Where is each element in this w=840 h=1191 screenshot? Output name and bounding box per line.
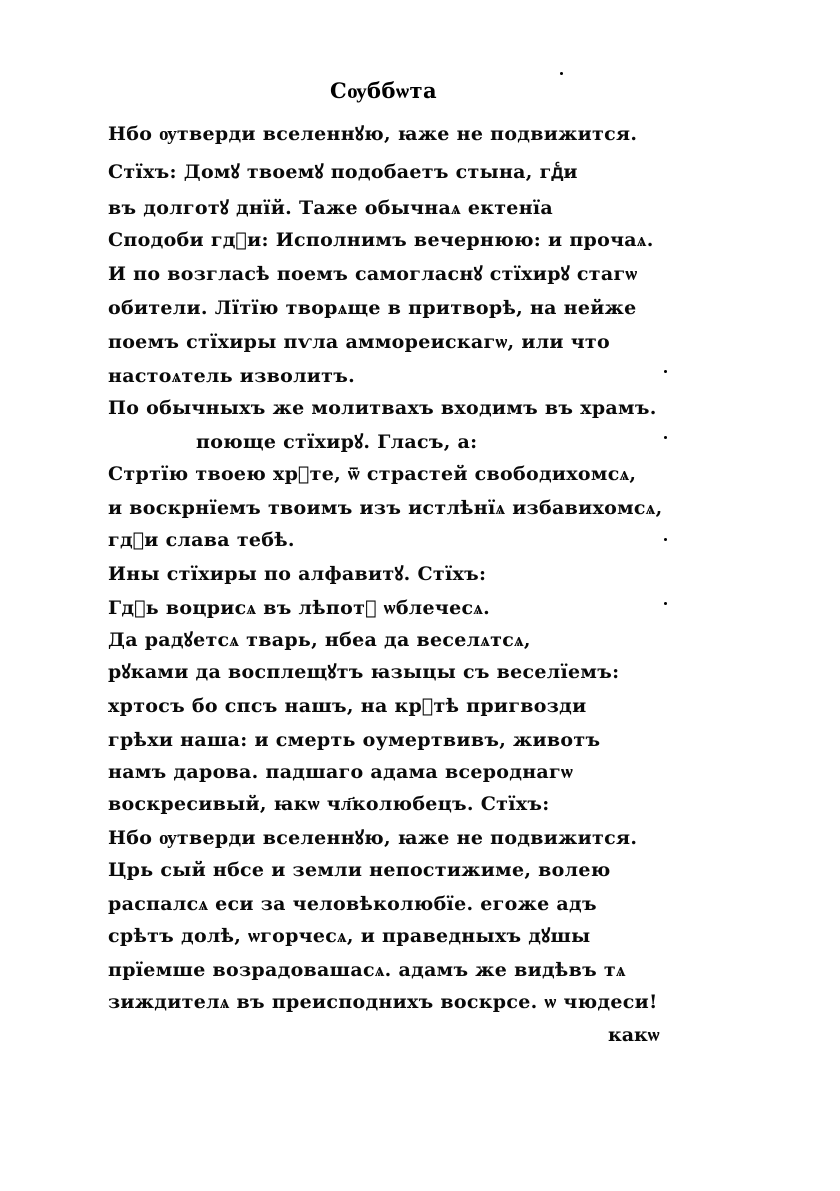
text-line: хртосъ бо спсъ нашъ, на крⷭтѣ пригвозди: [108, 695, 587, 717]
text-line: воскресивый, ꙗкѡ чл҃колюбецъ. Стїхъ:: [108, 793, 550, 815]
text-line: Стртїю твоею хрⷭте, ѿ страстей свободихомсѧ,: [108, 463, 637, 485]
text-line: поемъ стїхиры пѵла аммореискагѡ, или что: [108, 331, 610, 353]
text-line: Да радꙋетсѧ тварь, нбеа да веселѧтсѧ,: [108, 629, 531, 651]
text-line: Нбо ѹтверди вселеннꙋю, ꙗже не подвижится.: [108, 123, 638, 145]
ink-speck: [664, 370, 667, 373]
catchword: какѡ: [608, 1024, 660, 1046]
ink-speck: [664, 436, 667, 439]
text-line: обители. Лїтїю творѧще в притворѣ, на нейже: [108, 297, 637, 319]
page-header: Сѹббѡта: [330, 78, 438, 103]
text-line: гдⷭи слава тебѣ.: [108, 529, 295, 551]
text-line: срѣтъ долѣ, ѡгорчесѧ, и праведныхъ дꙋшы: [108, 925, 591, 947]
text-line: Црь сый нбсе и земли непостижиме, волею: [108, 859, 611, 881]
text-line: распалсѧ еси за человѣколюбїе. егоже адъ: [108, 893, 597, 915]
text-line: настоѧтель изволитъ.: [108, 365, 356, 387]
text-line: Нбо ѹтверди вселеннꙋю, ꙗже не подвижится.: [108, 827, 638, 849]
ink-speck: [664, 538, 667, 541]
text-line: Стїхъ: Домꙋ твоемꙋ подобаетъ стына, гдⷭи: [108, 161, 578, 183]
text-line: По обычныхъ же молитвахъ входимъ въ храмъ.: [108, 397, 657, 419]
text-line: Ины стїхиры по алфавитꙋ. Стїхъ:: [108, 563, 487, 585]
text-line: И по возгласѣ поемъ самогласнꙋ стїхирꙋ стагѡ: [108, 263, 638, 285]
ink-speck: [560, 72, 563, 75]
ink-speck: [664, 602, 667, 605]
text-line: зиждителѧ въ преисподнихъ воскрсе. ѡ чюдеси!: [108, 991, 658, 1013]
text-line: Гдⷭь воцрисѧ въ лѣпотꙋ ѡблечесѧ.: [108, 597, 491, 619]
text-line: рꙋками да восплещꙋтъ ꙗзыцы съ веселїемъ:: [108, 661, 620, 683]
text-line: прїемше возрадовашасѧ. адамъ же видѣвъ тѧ: [108, 959, 626, 981]
text-line: грѣхи наша: и смерть оумертвивъ, животъ: [108, 729, 601, 751]
text-line: намъ дарова. падшаго адама всероднагѡ: [108, 761, 574, 783]
text-line: Сподоби гдⷭи: Исполнимъ вечернюю: и прочаѧ.: [108, 229, 654, 251]
text-line: въ долготꙋ днїй. Таже обычнаѧ ектенїа: [108, 197, 554, 219]
text-line: поюще стїхирꙋ. Гласъ, а:: [196, 431, 478, 453]
text-line: и воскрнїемъ твоимъ изъ истлѣнїѧ избавихомсѧ,: [108, 497, 663, 519]
